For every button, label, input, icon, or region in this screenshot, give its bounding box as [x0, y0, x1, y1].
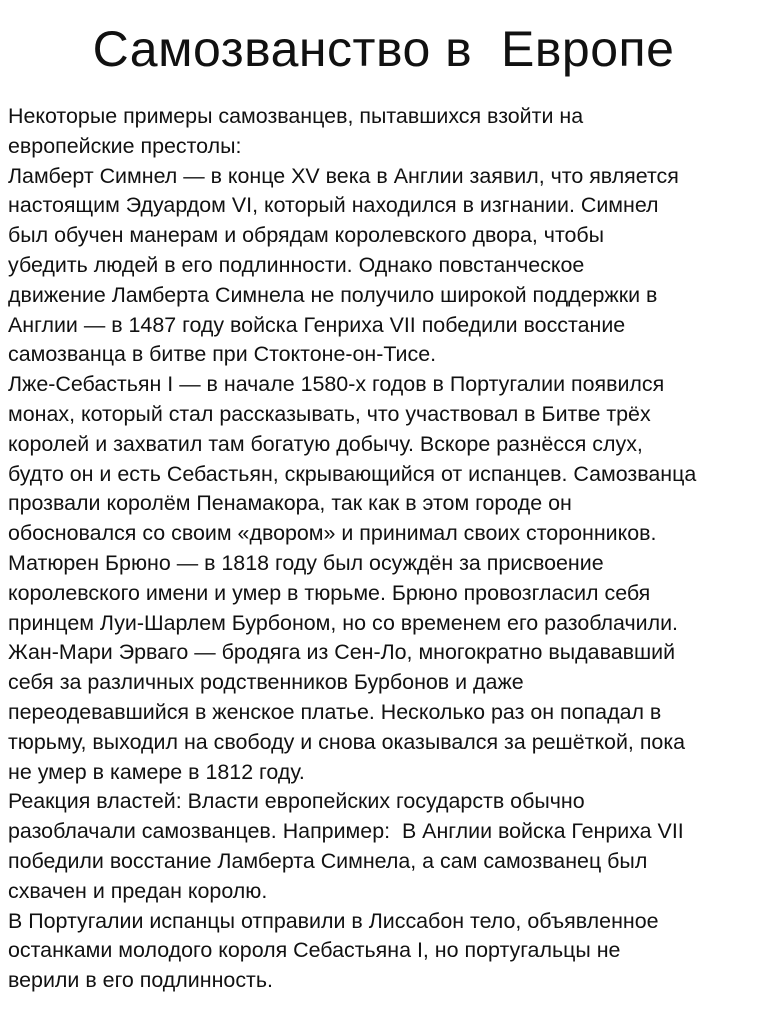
- text-line: тюрьму, выходил на свободу и снова оказывался за решёткой, пока: [8, 729, 686, 754]
- body-text: [8, 102, 767, 996]
- page-title: Самозванство в Европе: [92, 21, 675, 77]
- text-line: Некоторые примеры самозванцев, пытавшихся взойти на: [8, 104, 584, 128]
- text-line: Матюрен Брюно — в 1818 году был осуждён за присвоение: [8, 550, 604, 575]
- text-line: себя за различных родственников Бурбонов и даже: [8, 670, 524, 695]
- text-line: не умер в камере в 1812 году.: [8, 759, 305, 784]
- text-line: Жан-Мари Эрваго — бродяга из Сен-Ло, многократно выдававший: [8, 640, 676, 665]
- text-line: монах, который стал рассказывать, что участвовал в Битве трёх: [8, 401, 651, 426]
- text-line: движение Ламберта Симнела не получило широкой поддержки в: [8, 282, 658, 307]
- text-line: прозвали королём Пенамакора, так как в этом городе он: [8, 491, 572, 516]
- text-line: переодевавшийся в женское платье. Несколько раз он попадал в: [8, 699, 662, 724]
- text-line: В Португалии испанцы отправили в Лиссабон тело, объявленное: [8, 908, 659, 933]
- text-line: останками молодого короля Себастьяна I, но португальцы не: [8, 938, 621, 963]
- text-line: Лже-Себастьян I — в начале 1580-х годов в Португалии появился: [8, 372, 665, 397]
- text-line: схвачен и предан королю.: [8, 878, 268, 903]
- text-line: убедить людей в его подлинности. Однако повстанческое: [8, 252, 585, 277]
- text-line: Англии — в 1487 году войска Генриха VII победили восстание: [8, 312, 626, 337]
- text-line: Ламберт Симнел — в конце XV века в Англии заявил, что является: [8, 163, 679, 188]
- text-line: королевского имени и умер в тюрьме. Брюно провозгласил себя: [8, 580, 651, 605]
- text-line: разоблачали самозванцев. Например: В Англии войска Генриха VII: [8, 819, 684, 844]
- text-line: победили восстание Ламберта Симнела, а сам самозванец был: [8, 848, 648, 873]
- text-line: европейские престолы:: [8, 133, 242, 158]
- text-line: будто он и есть Себастьян, скрывающийся от испанцев. Самозванца: [8, 461, 697, 486]
- text-line: обосновался со своим «двором» и принимал своих сторонников.: [8, 521, 657, 546]
- text-line: верили в его подлинность.: [8, 968, 273, 993]
- text-line: королей и захватил там богатую добычу. Вскоре разнёсся слух,: [8, 431, 643, 456]
- text-line: самозванца в битве при Стоктоне-он-Тисе.: [8, 342, 437, 367]
- text-line: принцем Луи-Шарлем Бурбоном, но со временем его разоблачили.: [8, 610, 679, 635]
- text-line: был обучен манерам и обрядам королевского двора, чтобы: [8, 223, 605, 248]
- text-line: Реакция властей: Власти европейских государств обычно: [8, 789, 585, 814]
- text-line: настоящим Эдуардом VI, который находился в изгнании. Симнел: [8, 193, 659, 218]
